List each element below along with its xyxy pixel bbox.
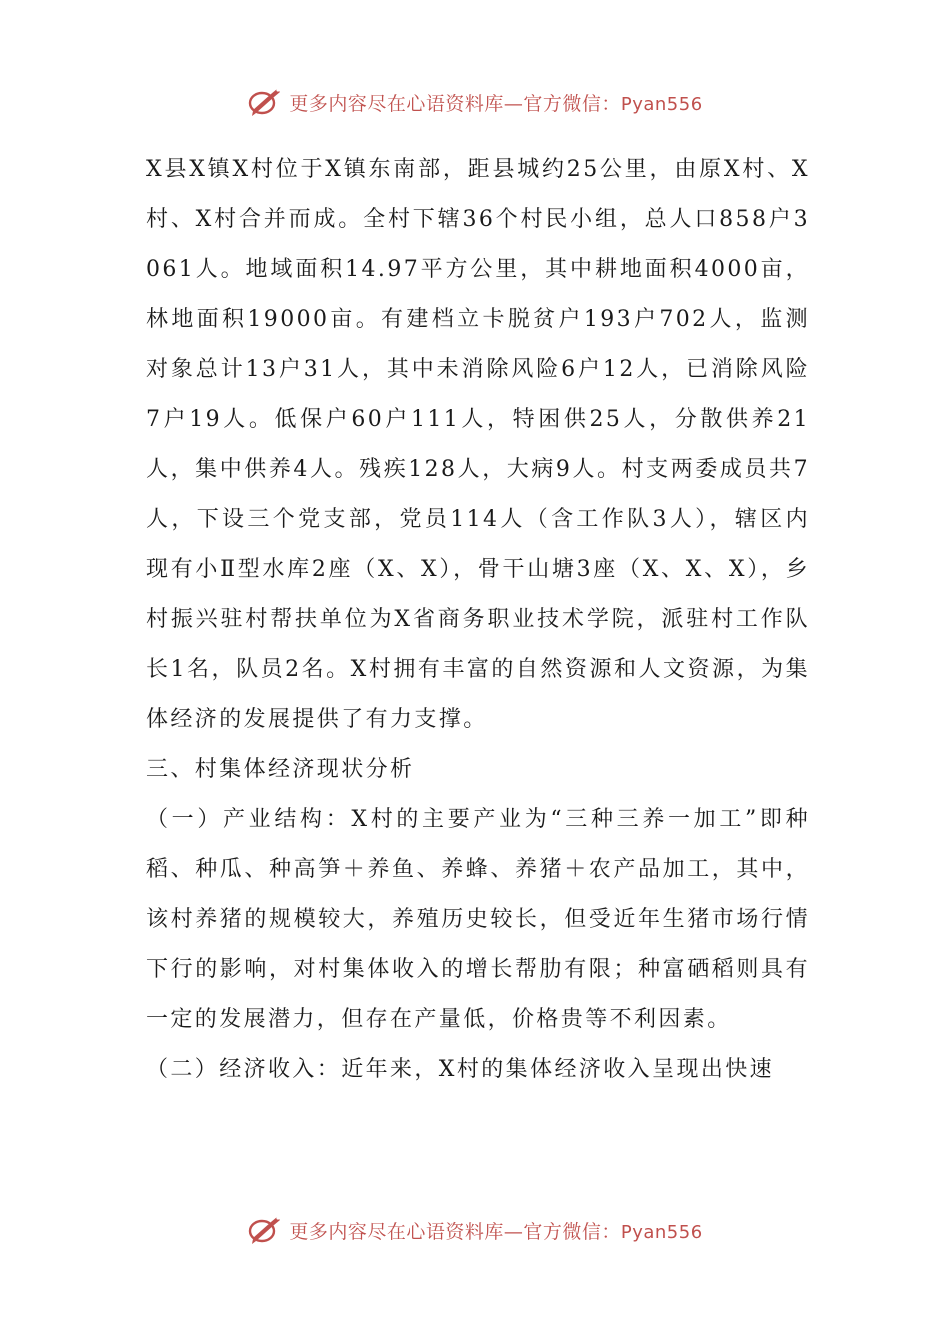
document-body [146,145,810,1095]
section-heading: 三、村集体经济现状分析 [146,757,415,782]
watermark-handle: Pyan556 [620,93,703,115]
pen-logo-icon [247,86,283,118]
watermark-text: 更多内容尽在心语资料库—官方微信：Pyan556 [289,1220,703,1243]
watermark-group [247,1214,702,1246]
watermark-text: 更多内容尽在心语资料库—官方微信：Pyan556 [289,92,703,115]
watermark-handle: Pyan556 [620,1221,703,1243]
watermark-group [247,86,702,118]
footer-watermark [0,1210,950,1250]
paragraph-overview: X县X镇X村位于X镇东南部，距县城约25公里，由原X村、X村、X村合并而成。全村下辖36个村民小组，总人口858户3061人。地域面积14.97平方公里，其中耕地面积4000亩，林地面积19000亩。有建档立卡脱贫户193户702人，监测对象总计13户31人，其中未消除风险6户12人，已消除风险7户19人。低保户60户111人，特困供25人，分散供养21人，集中供养4人。残疾128人，大病9人。村支两委成员共7人，下设三个党支部，党员114人（含工作队3人），辖区内现有小Ⅱ型水库2座（X、X），骨干山塘3座（X、X、X），乡村振兴驻村帮扶单位为X省商务职业技术学院，派驻村工作队长1名，队员2名。X村拥有丰富的自然资源和人文资源，为集体经济的发展提供了有力支撑。 [146,157,810,732]
header-watermark [0,82,950,122]
paragraph-economic-income: （二）经济收入：近年来，X村的集体经济收入呈现出快速 [146,1057,775,1082]
paragraph-industry-structure: （一）产业结构：X村的主要产业为“三种三养一加工”即种稻、种瓜、种高笋＋养鱼、养蜂、养猪＋农产品加工，其中，该村养猪的规模较大，养殖历史较长，但受近年生猪市场行情下行的影响，对村集体收入的增长帮肋有限；种富硒稻则具有一定的发展潜力，但存在产量低，价格贵等不利因素。 [146,807,810,1032]
pen-logo-icon [247,1214,283,1246]
